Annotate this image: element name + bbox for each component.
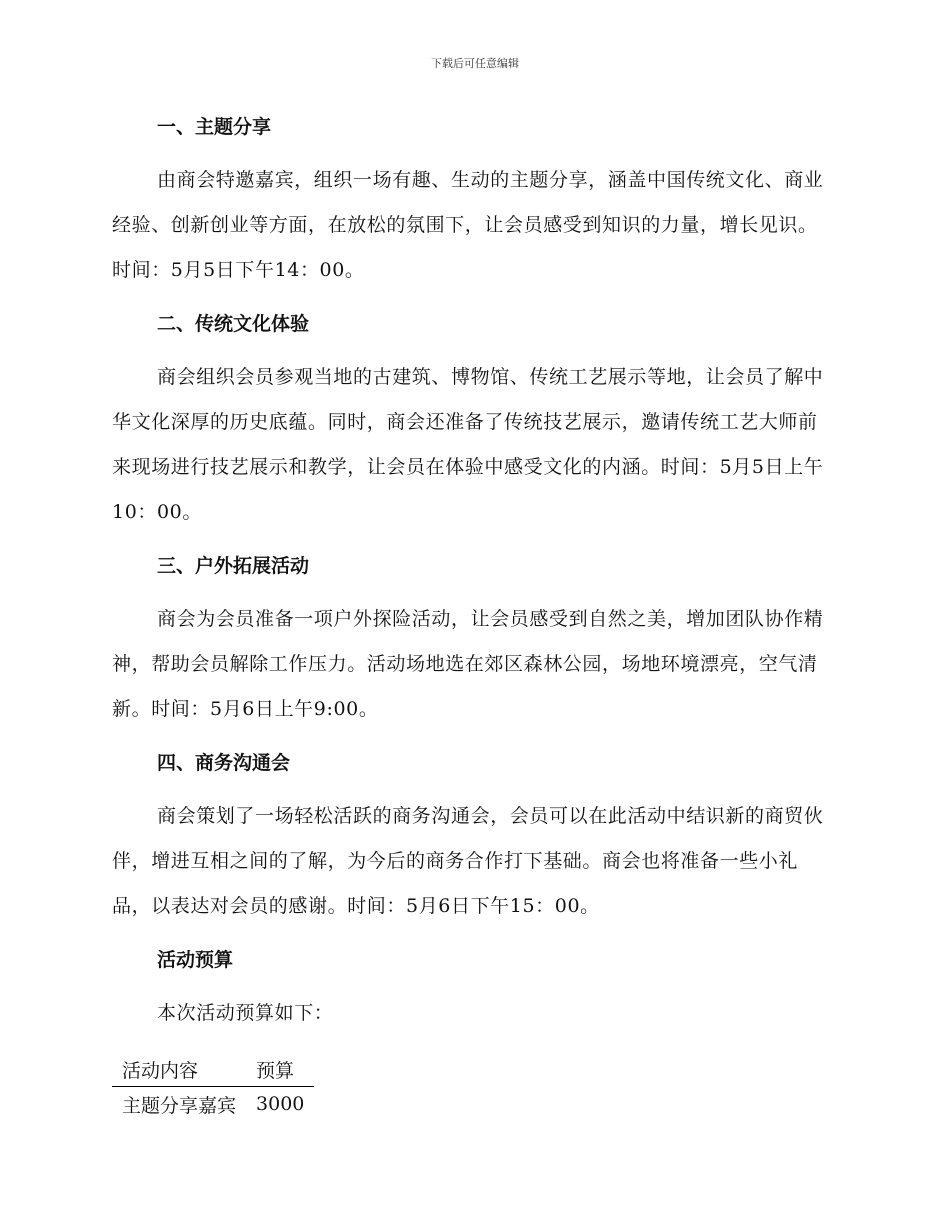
table-header-row <box>112 1052 314 1087</box>
section-budget <box>112 943 832 1121</box>
section-outdoor-activity <box>112 549 832 732</box>
section-heading: 二、传统文化体验 <box>157 313 310 335</box>
section-body: 商会策划了一场轻松活跃的商务沟通会，会员可以在此活动中结识新的商贸伙伴，增进互相之间的了解，为今后的商务合作打下基础。商会也将准备一些小礼品，以表达对会员的感谢。时间：5月6日下午15：00。 <box>112 805 824 917</box>
section-body: 商会为会员准备一项户外探险活动，让会员感受到自然之美，增加团队协作精神，帮助会员解除工作压力。活动场地选在郊区森林公园，场地环境漂亮，空气清新。时间：5月6日上午9:00。 <box>112 608 824 720</box>
section-heading: 一、主题分享 <box>157 116 272 138</box>
section-theme-sharing <box>112 110 832 293</box>
header-watermark: 下载后可任意编辑 <box>431 57 519 70</box>
table-row <box>112 1087 314 1122</box>
table-cell-activity: 主题分享嘉宾 <box>122 1094 237 1117</box>
budget-table <box>112 1052 314 1121</box>
budget-heading: 活动预算 <box>157 949 234 971</box>
section-heading: 四、商务沟通会 <box>157 752 291 774</box>
column-header-activity: 活动内容 <box>122 1059 199 1082</box>
section-heading: 三、户外拓展活动 <box>157 555 310 577</box>
section-body: 由商会特邀嘉宾，组织一场有趣、生动的主题分享，涵盖中国传统文化、商业经验、创新创业等方面，在放松的氛围下，让会员感受到知识的力量，增长见识。时间：5月5日下午14：00。 <box>112 169 824 281</box>
section-business-meeting <box>112 746 832 929</box>
section-traditional-culture <box>112 307 832 535</box>
column-header-budget: 预算 <box>256 1059 295 1082</box>
table-cell-budget: 3000 <box>256 1093 305 1115</box>
document-content <box>112 110 832 1121</box>
budget-intro: 本次活动预算如下： <box>157 1002 334 1024</box>
section-body: 商会组织会员参观当地的古建筑、博物馆、传统工艺展示等地，让会员了解中华文化深厚的历史底蕴。同时，商会还准备了传统技艺展示，邀请传统工艺大师前来现场进行技艺展示和教学，让会员在体验中感受文化的内涵。时间：5月5日上午10：00。 <box>112 366 824 523</box>
